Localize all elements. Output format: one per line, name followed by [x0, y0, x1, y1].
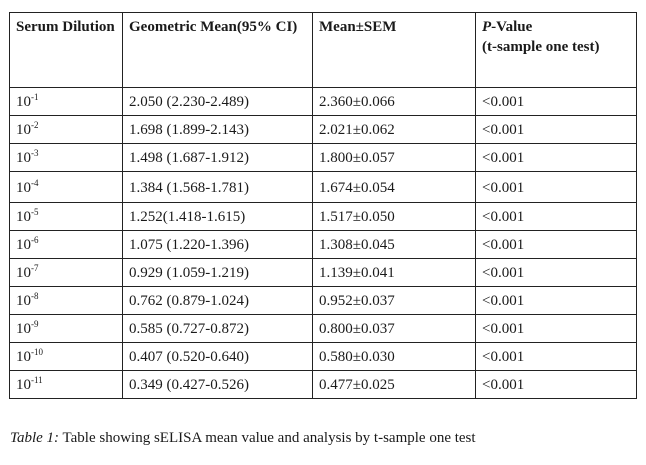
caption-text: Table showing sELISA mean value and analysis by t-sample one test: [59, 430, 476, 446]
cell-p-value: <0.001: [476, 144, 637, 172]
dilution-base: 10: [16, 237, 31, 253]
cell-mean-sem: 1.517±0.050: [313, 203, 476, 231]
caption-label: Table 1:: [10, 430, 60, 446]
dilution-exponent: -7: [31, 263, 39, 273]
cell-serum-dilution: [10, 144, 123, 172]
cell-geometric-mean: 1.384 (1.568-1.781): [123, 172, 313, 203]
dilution-exponent: -6: [31, 235, 39, 245]
dilution-exponent: -10: [31, 347, 43, 357]
table-header-row: [10, 13, 637, 88]
cell-mean-sem: 0.580±0.030: [313, 343, 476, 371]
table-body: [10, 88, 637, 399]
dilution-exponent: -1: [31, 92, 39, 102]
dilution-base: 10: [16, 265, 31, 281]
cell-mean-sem: 1.308±0.045: [313, 231, 476, 259]
table-caption: [10, 428, 476, 448]
cell-serum-dilution: [10, 287, 123, 315]
cell-p-value: <0.001: [476, 287, 637, 315]
dilution-base: 10: [16, 150, 31, 166]
header-p-value-suffix: -Value: [491, 19, 533, 35]
cell-mean-sem: 2.360±0.066: [313, 88, 476, 116]
cell-p-value: <0.001: [476, 116, 637, 144]
cell-mean-sem: 0.800±0.037: [313, 315, 476, 343]
header-p-value-subtitle: (t-sample one test): [482, 39, 600, 55]
cell-serum-dilution: [10, 371, 123, 399]
dilution-exponent: -11: [31, 375, 43, 385]
dilution-exponent: -8: [31, 291, 39, 301]
table-row: [10, 287, 637, 315]
cell-geometric-mean: 0.407 (0.520-0.640): [123, 343, 313, 371]
cell-geometric-mean: 0.585 (0.727-0.872): [123, 315, 313, 343]
table-row: [10, 144, 637, 172]
table-row: [10, 203, 637, 231]
cell-p-value: <0.001: [476, 231, 637, 259]
dilution-base: 10: [16, 349, 31, 365]
cell-geometric-mean: 0.349 (0.427-0.526): [123, 371, 313, 399]
cell-p-value: <0.001: [476, 88, 637, 116]
table-row: [10, 343, 637, 371]
cell-mean-sem: 2.021±0.062: [313, 116, 476, 144]
results-table: [9, 12, 637, 399]
cell-geometric-mean: 0.929 (1.059-1.219): [123, 259, 313, 287]
dilution-exponent: -2: [31, 120, 39, 130]
cell-geometric-mean: 1.698 (1.899-2.143): [123, 116, 313, 144]
cell-mean-sem: 0.952±0.037: [313, 287, 476, 315]
cell-geometric-mean: 1.075 (1.220-1.396): [123, 231, 313, 259]
results-table-container: [9, 12, 636, 399]
cell-p-value: <0.001: [476, 371, 637, 399]
table-row: [10, 88, 637, 116]
cell-geometric-mean: 1.498 (1.687-1.912): [123, 144, 313, 172]
cell-serum-dilution: [10, 88, 123, 116]
header-p-value-p: P: [482, 19, 492, 35]
cell-p-value: <0.001: [476, 315, 637, 343]
dilution-exponent: -5: [31, 207, 39, 217]
header-p-value: [476, 13, 637, 88]
dilution-exponent: -3: [31, 148, 39, 158]
dilution-base: 10: [16, 293, 31, 309]
table-row: [10, 315, 637, 343]
dilution-base: 10: [16, 209, 31, 225]
dilution-base: 10: [16, 321, 31, 337]
cell-mean-sem: 0.477±0.025: [313, 371, 476, 399]
cell-serum-dilution: [10, 315, 123, 343]
table-row: [10, 259, 637, 287]
cell-mean-sem: 1.139±0.041: [313, 259, 476, 287]
cell-geometric-mean: 0.762 (0.879-1.024): [123, 287, 313, 315]
cell-mean-sem: 1.800±0.057: [313, 144, 476, 172]
cell-p-value: <0.001: [476, 203, 637, 231]
header-geometric-mean: Geometric Mean(95% CI): [123, 13, 313, 88]
dilution-base: 10: [16, 94, 31, 110]
cell-serum-dilution: [10, 259, 123, 287]
cell-p-value: <0.001: [476, 343, 637, 371]
cell-serum-dilution: [10, 172, 123, 203]
cell-p-value: <0.001: [476, 172, 637, 203]
header-serum-dilution: Serum Dilution: [10, 13, 123, 88]
dilution-exponent: -9: [31, 319, 39, 329]
cell-serum-dilution: [10, 203, 123, 231]
cell-geometric-mean: 2.050 (2.230-2.489): [123, 88, 313, 116]
cell-mean-sem: 1.674±0.054: [313, 172, 476, 203]
cell-serum-dilution: [10, 231, 123, 259]
table-row: [10, 371, 637, 399]
cell-serum-dilution: [10, 343, 123, 371]
dilution-base: 10: [16, 377, 31, 393]
dilution-base: 10: [16, 122, 31, 138]
table-row: [10, 116, 637, 144]
cell-serum-dilution: [10, 116, 123, 144]
cell-geometric-mean: 1.252(1.418-1.615): [123, 203, 313, 231]
dilution-exponent: -4: [31, 178, 39, 188]
cell-p-value: <0.001: [476, 259, 637, 287]
table-row: [10, 172, 637, 203]
header-mean-sem: Mean±SEM: [313, 13, 476, 88]
table-row: [10, 231, 637, 259]
dilution-base: 10: [16, 180, 31, 196]
